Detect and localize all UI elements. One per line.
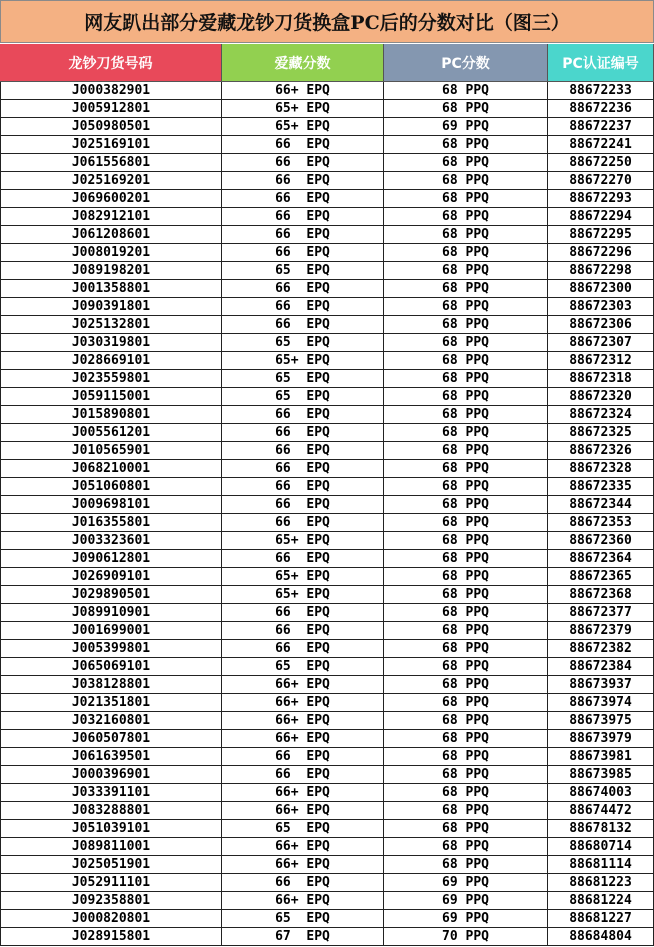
pc-cert-number-cell: 88672250 (548, 154, 654, 172)
pc-grade-cell: 70 PPQ (384, 928, 548, 946)
serial-number-cell: J021351801 (0, 694, 222, 712)
serial-number-cell: J028669101 (0, 352, 222, 370)
serial-number-cell: J083288801 (0, 802, 222, 820)
table-row (0, 154, 654, 172)
header-serial-number: 龙钞刀货号码 (0, 44, 222, 82)
pc-grade-cell: 68 PPQ (384, 172, 548, 190)
serial-number-cell: J092358801 (0, 892, 222, 910)
aicang-grade-cell: 66+ EPQ (222, 856, 384, 874)
pc-cert-number-cell: 88672233 (548, 82, 654, 100)
serial-number-cell: J010565901 (0, 442, 222, 460)
serial-number-cell: J025051901 (0, 856, 222, 874)
pc-grade-cell: 68 PPQ (384, 730, 548, 748)
aicang-grade-cell: 66 EPQ (222, 640, 384, 658)
serial-number-cell: J050980501 (0, 118, 222, 136)
table-row (0, 208, 654, 226)
table-row (0, 838, 654, 856)
aicang-grade-cell: 66+ EPQ (222, 838, 384, 856)
pc-cert-number-cell: 88672298 (548, 262, 654, 280)
serial-number-cell: J001358801 (0, 280, 222, 298)
aicang-grade-cell: 66 EPQ (222, 136, 384, 154)
serial-number-cell: J000382901 (0, 82, 222, 100)
pc-grade-cell: 68 PPQ (384, 424, 548, 442)
serial-number-cell: J025169101 (0, 136, 222, 154)
table-header (0, 44, 654, 82)
pc-grade-cell: 69 PPQ (384, 910, 548, 928)
pc-grade-cell: 68 PPQ (384, 802, 548, 820)
header-pc-grade: PC分数 (384, 44, 548, 82)
pc-grade-cell: 68 PPQ (384, 658, 548, 676)
pc-grade-cell: 68 PPQ (384, 496, 548, 514)
serial-number-cell: J003323601 (0, 532, 222, 550)
pc-grade-cell: 68 PPQ (384, 550, 548, 568)
pc-cert-number-cell: 88672237 (548, 118, 654, 136)
aicang-grade-cell: 66 EPQ (222, 460, 384, 478)
pc-cert-number-cell: 88672377 (548, 604, 654, 622)
aicang-grade-cell: 66+ EPQ (222, 730, 384, 748)
pc-grade-cell: 68 PPQ (384, 856, 548, 874)
aicang-grade-cell: 66 EPQ (222, 154, 384, 172)
aicang-grade-cell: 66 EPQ (222, 190, 384, 208)
pc-cert-number-cell: 88681224 (548, 892, 654, 910)
pc-grade-cell: 68 PPQ (384, 478, 548, 496)
aicang-grade-cell: 66+ EPQ (222, 712, 384, 730)
pc-grade-cell: 68 PPQ (384, 100, 548, 118)
serial-number-cell: J005399801 (0, 640, 222, 658)
serial-number-cell: J089811001 (0, 838, 222, 856)
pc-cert-number-cell: 88673981 (548, 748, 654, 766)
pc-cert-number-cell: 88672344 (548, 496, 654, 514)
pc-cert-number-cell: 88673979 (548, 730, 654, 748)
pc-cert-number-cell: 88672382 (548, 640, 654, 658)
pc-cert-number-cell: 88672364 (548, 550, 654, 568)
pc-cert-number-cell: 88672368 (548, 586, 654, 604)
table-row (0, 784, 654, 802)
serial-number-cell: J059115001 (0, 388, 222, 406)
aicang-grade-cell: 65 EPQ (222, 658, 384, 676)
table-row (0, 460, 654, 478)
table-row (0, 82, 654, 100)
table-row (0, 766, 654, 784)
table-row (0, 388, 654, 406)
pc-grade-cell: 69 PPQ (384, 118, 548, 136)
table-row (0, 226, 654, 244)
table-row (0, 748, 654, 766)
pc-grade-cell: 69 PPQ (384, 892, 548, 910)
table-row (0, 820, 654, 838)
pc-cert-number-cell: 88672379 (548, 622, 654, 640)
serial-number-cell: J030319801 (0, 334, 222, 352)
pc-grade-cell: 68 PPQ (384, 298, 548, 316)
table-row (0, 244, 654, 262)
aicang-grade-cell: 66 EPQ (222, 172, 384, 190)
pc-cert-number-cell: 88681114 (548, 856, 654, 874)
table-row (0, 100, 654, 118)
table-row (0, 586, 654, 604)
pc-grade-cell: 68 PPQ (384, 244, 548, 262)
aicang-grade-cell: 66 EPQ (222, 550, 384, 568)
serial-number-cell: J028915801 (0, 928, 222, 946)
serial-number-cell: J069600201 (0, 190, 222, 208)
aicang-grade-cell: 65+ EPQ (222, 118, 384, 136)
pc-cert-number-cell: 88672294 (548, 208, 654, 226)
pc-grade-cell: 68 PPQ (384, 820, 548, 838)
table-row (0, 352, 654, 370)
table-row (0, 172, 654, 190)
pc-grade-cell: 68 PPQ (384, 622, 548, 640)
table-row (0, 622, 654, 640)
pc-grade-cell: 68 PPQ (384, 604, 548, 622)
table-row (0, 442, 654, 460)
table-row (0, 424, 654, 442)
aicang-grade-cell: 66 EPQ (222, 316, 384, 334)
serial-number-cell: J038128801 (0, 676, 222, 694)
pc-grade-cell: 68 PPQ (384, 262, 548, 280)
aicang-grade-cell: 66 EPQ (222, 442, 384, 460)
pc-cert-number-cell: 88672325 (548, 424, 654, 442)
serial-number-cell: J029890501 (0, 586, 222, 604)
aicang-grade-cell: 66+ EPQ (222, 784, 384, 802)
table-row (0, 118, 654, 136)
pc-grade-cell: 68 PPQ (384, 406, 548, 424)
aicang-grade-cell: 65 EPQ (222, 370, 384, 388)
serial-number-cell: J051060801 (0, 478, 222, 496)
table-row (0, 334, 654, 352)
pc-grade-cell: 68 PPQ (384, 532, 548, 550)
table-row (0, 928, 654, 946)
aicang-grade-cell: 66 EPQ (222, 424, 384, 442)
serial-number-cell: J001699001 (0, 622, 222, 640)
table-row (0, 658, 654, 676)
serial-number-cell: J026909101 (0, 568, 222, 586)
table-row (0, 712, 654, 730)
pc-cert-number-cell: 88674472 (548, 802, 654, 820)
table-row (0, 262, 654, 280)
pc-cert-number-cell: 88684804 (548, 928, 654, 946)
table-row (0, 478, 654, 496)
aicang-grade-cell: 66+ EPQ (222, 802, 384, 820)
aicang-grade-cell: 66 EPQ (222, 748, 384, 766)
table-row (0, 136, 654, 154)
aicang-grade-cell: 66 EPQ (222, 226, 384, 244)
aicang-grade-cell: 65+ EPQ (222, 352, 384, 370)
pc-grade-cell: 68 PPQ (384, 766, 548, 784)
table-row (0, 298, 654, 316)
table-row (0, 532, 654, 550)
sheet-title: 网友趴出部分爱藏龙钞刀货换盒PC后的分数对比（图三） (0, 0, 654, 43)
aicang-grade-cell: 66 EPQ (222, 622, 384, 640)
serial-number-cell: J089910901 (0, 604, 222, 622)
serial-number-cell: J061639501 (0, 748, 222, 766)
serial-number-cell: J033391101 (0, 784, 222, 802)
pc-grade-cell: 68 PPQ (384, 352, 548, 370)
pc-grade-cell: 68 PPQ (384, 586, 548, 604)
aicang-grade-cell: 66 EPQ (222, 874, 384, 892)
pc-grade-cell: 68 PPQ (384, 82, 548, 100)
pc-grade-cell: 68 PPQ (384, 316, 548, 334)
table-row (0, 856, 654, 874)
pc-cert-number-cell: 88673985 (548, 766, 654, 784)
table-row (0, 406, 654, 424)
pc-grade-cell: 68 PPQ (384, 748, 548, 766)
aicang-grade-cell: 65 EPQ (222, 334, 384, 352)
serial-number-cell: J016355801 (0, 514, 222, 532)
aicang-grade-cell: 66+ EPQ (222, 892, 384, 910)
aicang-grade-cell: 67 EPQ (222, 928, 384, 946)
pc-cert-number-cell: 88680714 (548, 838, 654, 856)
table-row (0, 676, 654, 694)
serial-number-cell: J082912101 (0, 208, 222, 226)
pc-cert-number-cell: 88672328 (548, 460, 654, 478)
aicang-grade-cell: 66 EPQ (222, 244, 384, 262)
serial-number-cell: J005912801 (0, 100, 222, 118)
pc-cert-number-cell: 88673974 (548, 694, 654, 712)
aicang-grade-cell: 66 EPQ (222, 604, 384, 622)
pc-cert-number-cell: 88672324 (548, 406, 654, 424)
aicang-grade-cell: 66+ EPQ (222, 694, 384, 712)
table-row (0, 910, 654, 928)
pc-cert-number-cell: 88672353 (548, 514, 654, 532)
pc-cert-number-cell: 88673937 (548, 676, 654, 694)
pc-grade-cell: 69 PPQ (384, 874, 548, 892)
pc-cert-number-cell: 88672295 (548, 226, 654, 244)
table-row (0, 892, 654, 910)
table-row (0, 280, 654, 298)
aicang-grade-cell: 66 EPQ (222, 208, 384, 226)
aicang-grade-cell: 65+ EPQ (222, 568, 384, 586)
pc-grade-cell: 68 PPQ (384, 370, 548, 388)
pc-grade-cell: 68 PPQ (384, 712, 548, 730)
aicang-grade-cell: 66 EPQ (222, 514, 384, 532)
pc-grade-cell: 68 PPQ (384, 640, 548, 658)
aicang-grade-cell: 65 EPQ (222, 820, 384, 838)
pc-cert-number-cell: 88672335 (548, 478, 654, 496)
pc-grade-cell: 68 PPQ (384, 136, 548, 154)
serial-number-cell: J005561201 (0, 424, 222, 442)
pc-grade-cell: 68 PPQ (384, 514, 548, 532)
pc-cert-number-cell: 88672303 (548, 298, 654, 316)
aicang-grade-cell: 65+ EPQ (222, 100, 384, 118)
pc-cert-number-cell: 88673975 (548, 712, 654, 730)
pc-cert-number-cell: 88672293 (548, 190, 654, 208)
aicang-grade-cell: 65 EPQ (222, 262, 384, 280)
aicang-grade-cell: 66 EPQ (222, 478, 384, 496)
pc-cert-number-cell: 88672320 (548, 388, 654, 406)
pc-cert-number-cell: 88674003 (548, 784, 654, 802)
table-row (0, 604, 654, 622)
serial-number-cell: J052911101 (0, 874, 222, 892)
pc-grade-cell: 68 PPQ (384, 694, 548, 712)
serial-number-cell: J023559801 (0, 370, 222, 388)
pc-grade-cell: 68 PPQ (384, 154, 548, 172)
pc-cert-number-cell: 88672307 (548, 334, 654, 352)
pc-grade-cell: 68 PPQ (384, 190, 548, 208)
pc-cert-number-cell: 88672236 (548, 100, 654, 118)
serial-number-cell: J008019201 (0, 244, 222, 262)
aicang-grade-cell: 66 EPQ (222, 298, 384, 316)
aicang-grade-cell: 66 EPQ (222, 406, 384, 424)
pc-grade-cell: 68 PPQ (384, 838, 548, 856)
pc-cert-number-cell: 88672365 (548, 568, 654, 586)
table-row (0, 874, 654, 892)
serial-number-cell: J032160801 (0, 712, 222, 730)
pc-cert-number-cell: 88672270 (548, 172, 654, 190)
pc-grade-cell: 68 PPQ (384, 280, 548, 298)
serial-number-cell: J060507801 (0, 730, 222, 748)
table-row (0, 568, 654, 586)
pc-cert-number-cell: 88672360 (548, 532, 654, 550)
serial-number-cell: J015890801 (0, 406, 222, 424)
serial-number-cell: J000396901 (0, 766, 222, 784)
table-row (0, 550, 654, 568)
pc-cert-number-cell: 88681223 (548, 874, 654, 892)
serial-number-cell: J068210001 (0, 460, 222, 478)
serial-number-cell: J090391801 (0, 298, 222, 316)
pc-cert-number-cell: 88672306 (548, 316, 654, 334)
serial-number-cell: J061556801 (0, 154, 222, 172)
pc-cert-number-cell: 88672326 (548, 442, 654, 460)
table-row (0, 316, 654, 334)
aicang-grade-cell: 65 EPQ (222, 910, 384, 928)
pc-grade-cell: 68 PPQ (384, 568, 548, 586)
pc-cert-number-cell: 88681227 (548, 910, 654, 928)
pc-cert-number-cell: 88672241 (548, 136, 654, 154)
serial-number-cell: J025132801 (0, 316, 222, 334)
table-row (0, 496, 654, 514)
table-row (0, 802, 654, 820)
table-row (0, 190, 654, 208)
serial-number-cell: J025169201 (0, 172, 222, 190)
table-row (0, 640, 654, 658)
serial-number-cell: J061208601 (0, 226, 222, 244)
pc-grade-cell: 68 PPQ (384, 388, 548, 406)
pc-grade-cell: 68 PPQ (384, 208, 548, 226)
table-row (0, 370, 654, 388)
serial-number-cell: J051039101 (0, 820, 222, 838)
pc-cert-number-cell: 88672312 (548, 352, 654, 370)
pc-grade-cell: 68 PPQ (384, 460, 548, 478)
aicang-grade-cell: 66+ EPQ (222, 82, 384, 100)
pc-cert-number-cell: 88672318 (548, 370, 654, 388)
table-row (0, 514, 654, 532)
table-body (0, 82, 654, 946)
aicang-grade-cell: 66 EPQ (222, 766, 384, 784)
pc-cert-number-cell: 88678132 (548, 820, 654, 838)
header-aicang-grade: 爱藏分数 (222, 44, 384, 82)
serial-number-cell: J000820801 (0, 910, 222, 928)
serial-number-cell: J065069101 (0, 658, 222, 676)
pc-cert-number-cell: 88672300 (548, 280, 654, 298)
aicang-grade-cell: 66 EPQ (222, 496, 384, 514)
serial-number-cell: J090612801 (0, 550, 222, 568)
pc-grade-cell: 68 PPQ (384, 784, 548, 802)
serial-number-cell: J089198201 (0, 262, 222, 280)
pc-grade-cell: 68 PPQ (384, 442, 548, 460)
pc-cert-number-cell: 88672296 (548, 244, 654, 262)
pc-grade-cell: 68 PPQ (384, 676, 548, 694)
aicang-grade-cell: 65 EPQ (222, 388, 384, 406)
header-pc-cert-number: PC认证编号 (548, 44, 654, 82)
aicang-grade-cell: 66+ EPQ (222, 676, 384, 694)
aicang-grade-cell: 65+ EPQ (222, 586, 384, 604)
pc-grade-cell: 68 PPQ (384, 334, 548, 352)
aicang-grade-cell: 66 EPQ (222, 280, 384, 298)
aicang-grade-cell: 65+ EPQ (222, 532, 384, 550)
pc-cert-number-cell: 88672384 (548, 658, 654, 676)
table-row (0, 694, 654, 712)
serial-number-cell: J009698101 (0, 496, 222, 514)
pc-grade-cell: 68 PPQ (384, 226, 548, 244)
table-row (0, 730, 654, 748)
